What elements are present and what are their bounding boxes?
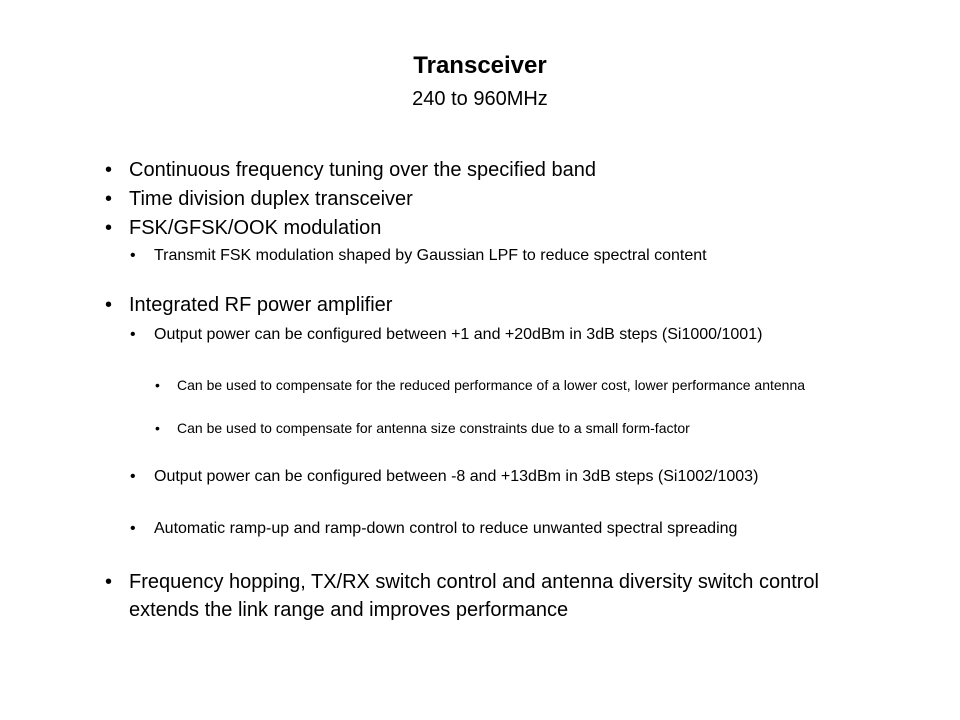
bullet-dot: •	[105, 159, 113, 181]
bullet-text: Output power can be configured between +1 and +20dBm in 3dB steps (Si1000/1001)	[154, 326, 763, 343]
bullet-text: Time division duplex transceiver	[129, 188, 413, 210]
bullet-dot: •	[105, 294, 113, 316]
bullet-dot: •	[130, 468, 136, 485]
bullet-text: Output power can be configured between -8 and +13dBm in 3dB steps (Si1002/1003)	[154, 468, 759, 485]
bullet-frequency-hopping	[105, 568, 835, 624]
sub-bullet-output-power-si1000	[130, 323, 830, 347]
sub-sub-bullet-lower-cost-antenna	[155, 376, 827, 395]
bullet-text: Integrated RF power amplifier	[129, 294, 393, 316]
bullet-dot: •	[155, 420, 160, 436]
sub-bullet-fsk-gaussian	[130, 244, 830, 268]
bullet-modulation	[105, 214, 835, 242]
slide-title: Transceiver	[413, 52, 547, 79]
slide-subtitle: 240 to 960MHz	[412, 88, 548, 110]
bullet-text: FSK/GFSK/OOK modulation	[129, 217, 382, 239]
bullet-text: Can be used to compensate for antenna size constraints due to a small form-factor	[177, 420, 690, 436]
bullet-dot: •	[105, 188, 113, 210]
bullet-text: Continuous frequency tuning over the specified band	[129, 159, 596, 181]
bullet-dot: •	[105, 571, 113, 593]
sub-sub-bullet-antenna-size	[155, 419, 827, 438]
sub-bullet-ramp-control	[130, 517, 830, 541]
bullet-text: Transmit FSK modulation shaped by Gaussian LPF to reduce spectral content	[154, 247, 707, 264]
bullet-dot: •	[155, 377, 160, 393]
bullet-text: Automatic ramp-up and ramp-down control to reduce unwanted spectral spreading	[154, 520, 738, 537]
bullet-dot: •	[130, 247, 136, 264]
bullet-rf-power-amplifier	[105, 291, 835, 319]
bullet-dot: •	[130, 326, 136, 343]
bullet-dot: •	[130, 520, 136, 537]
bullet-tdd-transceiver	[105, 185, 835, 213]
sub-bullet-output-power-si1002	[130, 465, 830, 489]
bullet-frequency-tuning	[105, 156, 835, 184]
bullet-text: Frequency hopping, TX/RX switch control and antenna diversity switch control extends the link range and improves performance	[129, 571, 819, 621]
bullet-text: Can be used to compensate for the reduced performance of a lower cost, lower performance antenna	[177, 377, 806, 393]
bullet-dot: •	[105, 217, 113, 239]
